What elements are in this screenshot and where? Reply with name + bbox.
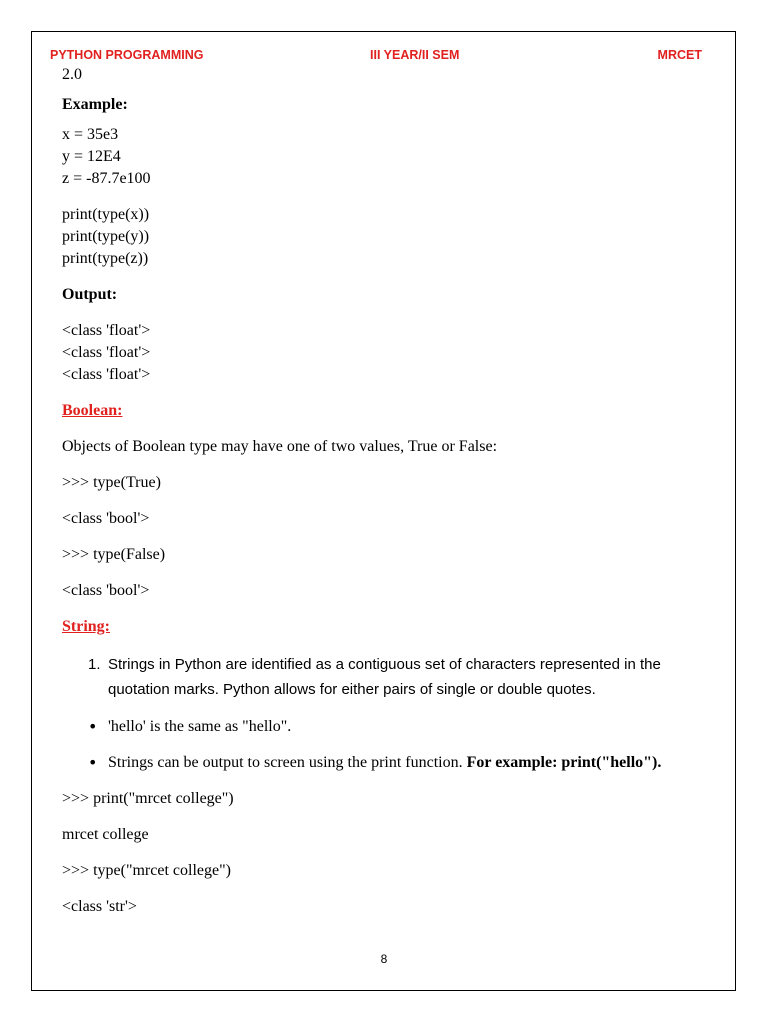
- code-line: >>> print("mrcet college"): [62, 790, 234, 807]
- output-line: <class 'float'>: [62, 366, 151, 383]
- bullet-text: 'hello' is the same as "hello".: [108, 718, 292, 735]
- page-number: 8: [380, 952, 388, 966]
- list-item-text: quotation marks. Python allows for either pairs of single or double quotes.: [108, 681, 596, 698]
- output-line: mrcet college: [62, 826, 149, 843]
- output-line: <class 'float'>: [62, 344, 151, 361]
- example-heading: Example:: [62, 96, 128, 113]
- document-body: [62, 64, 722, 918]
- code-line: y = 12E4: [62, 148, 121, 165]
- list-item-text: Strings in Python are identified as a contiguous set of characters represented in the: [108, 656, 661, 673]
- header-college: MRCET: [657, 48, 702, 62]
- bullet-bold-text: For example: print("hello").: [466, 754, 662, 771]
- output-heading: Output:: [62, 286, 118, 303]
- numbered-list-item: [62, 652, 718, 702]
- float-value-line: 2.0: [62, 66, 82, 83]
- output-line: <class 'float'>: [62, 322, 151, 339]
- code-line: >>> type(True): [62, 474, 161, 491]
- bullet-icon: •: [88, 717, 98, 736]
- bullet-text: Strings can be output to screen using the print function.: [108, 754, 467, 771]
- list-number: 1.: [88, 656, 101, 673]
- code-line: print(type(y)): [62, 228, 150, 245]
- bullet-icon: •: [88, 753, 98, 772]
- code-line: print(type(z)): [62, 250, 149, 267]
- bullet-item: [62, 752, 720, 774]
- output-line: <class 'bool'>: [62, 510, 150, 527]
- output-line: <class 'bool'>: [62, 582, 150, 599]
- code-line: z = -87.7e100: [62, 170, 151, 187]
- string-section-title: String:: [62, 618, 110, 635]
- boolean-section-title: Boolean:: [62, 402, 123, 419]
- boolean-description: Objects of Boolean type may have one of two values, True or False:: [62, 438, 498, 455]
- header-course-title: PYTHON PROGRAMMING: [50, 48, 204, 62]
- code-line: print(type(x)): [62, 206, 150, 223]
- bullet-item: [62, 716, 720, 738]
- code-line: >>> type("mrcet college"): [62, 862, 231, 879]
- output-line: <class 'str'>: [62, 898, 137, 915]
- header-year-sem: III YEAR/II SEM: [370, 48, 460, 62]
- code-line: >>> type(False): [62, 546, 166, 563]
- code-line: x = 35e3: [62, 126, 119, 143]
